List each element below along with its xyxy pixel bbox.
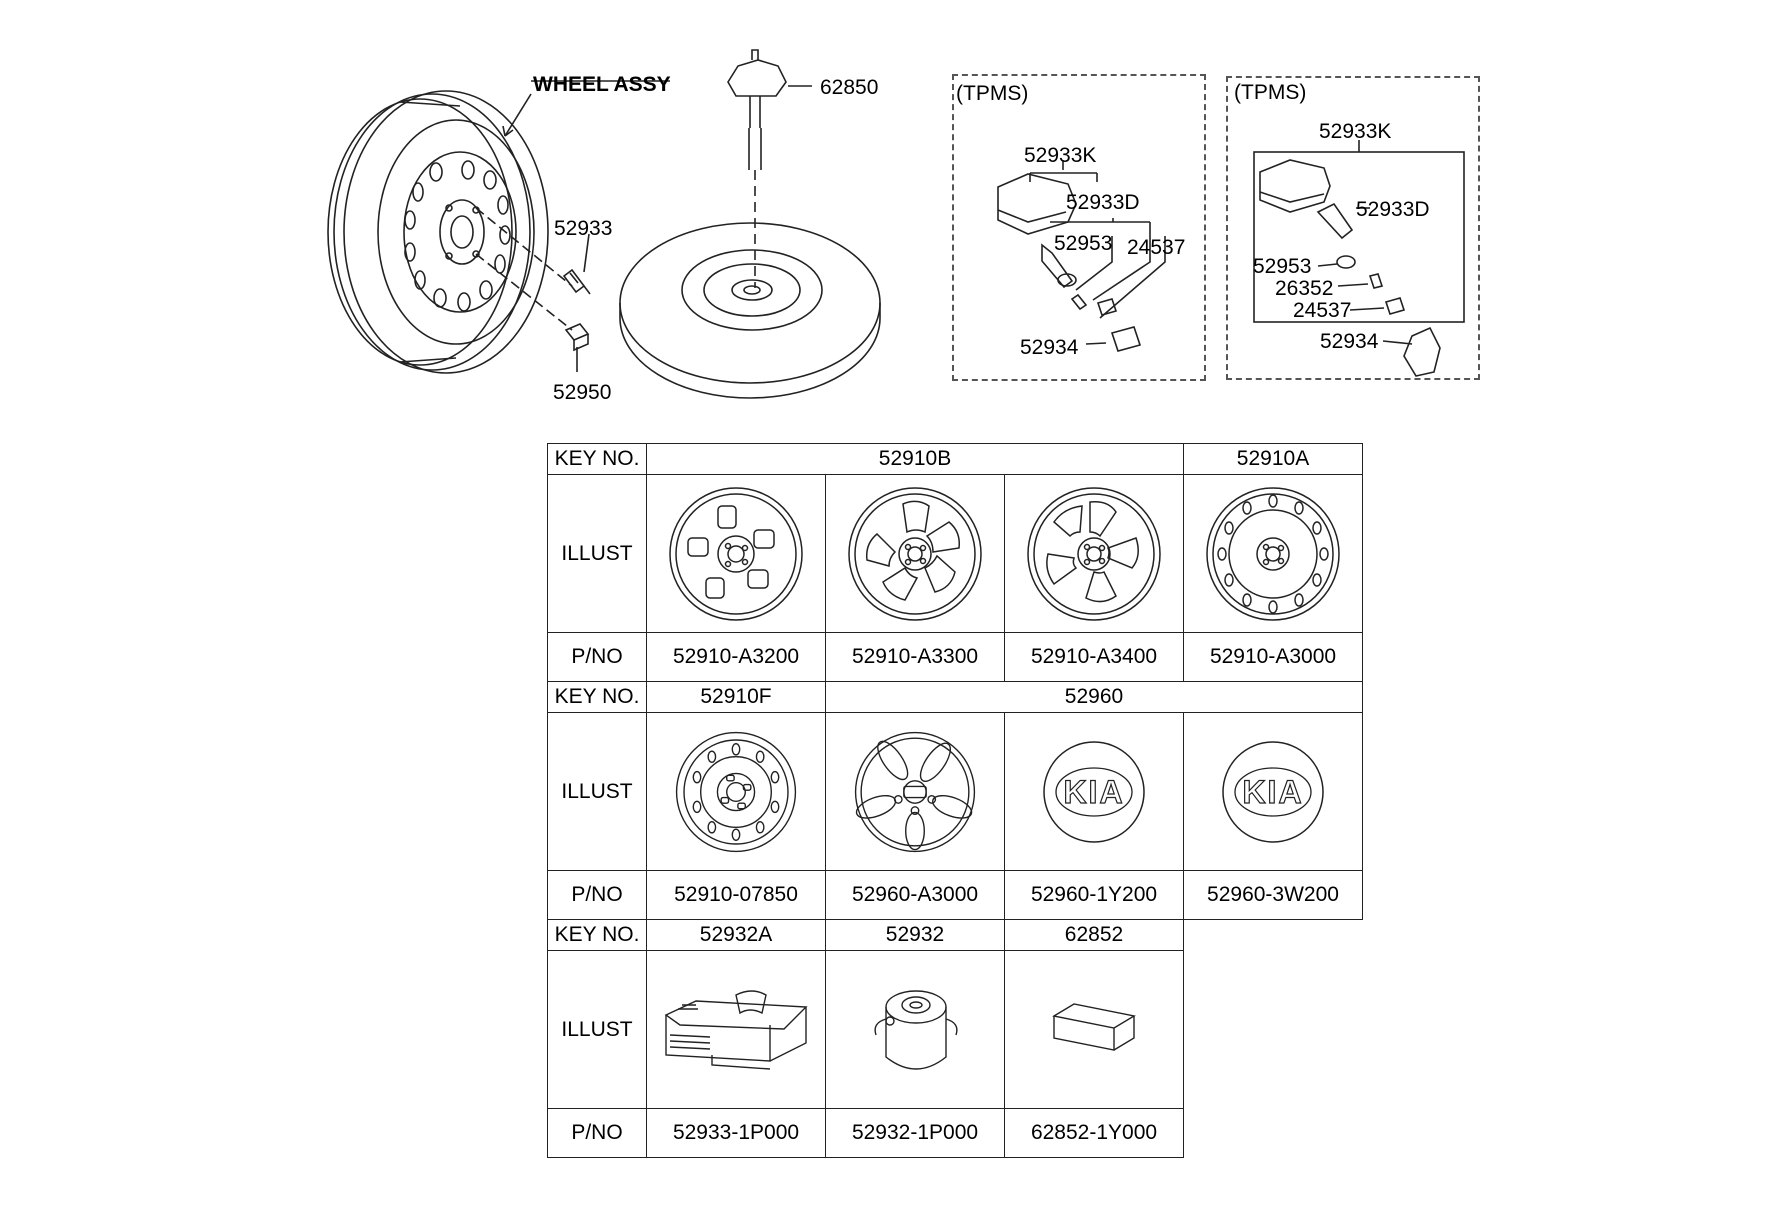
tpms-right-sensor-kit: 52933K (1319, 120, 1392, 143)
pno-cell: 52910-A3400 (1005, 633, 1184, 682)
illust-tire-mobility-kit (647, 951, 826, 1109)
illust-alloy-wheel-a3300 (826, 475, 1005, 633)
pno-cell: 62852-1Y000 (1005, 1109, 1184, 1158)
illust-tool-case (1005, 951, 1184, 1109)
pno-header: P/NO (548, 1109, 647, 1158)
tpms-left-valve-kit: 52933D (1066, 191, 1140, 214)
tpms-right-valve-kit: 52933D (1356, 198, 1430, 221)
pno-cell: 52910-07850 (647, 871, 826, 920)
tpms-left-cap: 52934 (1020, 336, 1079, 359)
pno-cell: 52910-A3300 (826, 633, 1005, 682)
valve-label: 52933 (554, 217, 613, 240)
steel-wheel-icon (1203, 484, 1343, 624)
pno-header: P/NO (548, 871, 647, 920)
nut-label: 52950 (553, 381, 612, 404)
key-no-header: KEY NO. (548, 920, 647, 951)
key-no-header: KEY NO. (548, 682, 647, 713)
tpms-left-core: 24537 (1127, 236, 1186, 259)
tpms-left-box (952, 74, 1206, 381)
empty-cell (1184, 951, 1363, 1109)
key-62852: 62852 (1005, 920, 1184, 951)
pno-cell: 52960-1Y200 (1005, 871, 1184, 920)
kia-logo-text: KIA (1242, 773, 1304, 810)
key-52932: 52932 (826, 920, 1005, 951)
illust-header: ILLUST (548, 713, 647, 871)
illust-kia-center-cap-2 (1184, 713, 1363, 871)
tpms-right-title: (TPMS) (1234, 81, 1307, 104)
illust-spare-steel-wheel (647, 713, 826, 871)
key-52910b: 52910B (647, 444, 1184, 475)
alloy-wheel-icon (845, 484, 985, 624)
wheel-assy-label: WHEEL ASSY (533, 73, 671, 96)
alloy-wheel-icon (1024, 484, 1164, 624)
key-52960: 52960 (826, 682, 1363, 713)
pno-cell: 52910-A3200 (647, 633, 826, 682)
parts-table (547, 443, 1363, 1158)
spare-bolt-label: 62850 (820, 76, 879, 99)
steel-wheel-icon (671, 727, 801, 857)
pno-cell: 52933-1P000 (647, 1109, 826, 1158)
empty-cell (1184, 1109, 1363, 1158)
illust-header: ILLUST (548, 951, 647, 1109)
key-52910f: 52910F (647, 682, 826, 713)
key-no-header: KEY NO. (548, 444, 647, 475)
tpms-right-nut: 26352 (1275, 277, 1334, 300)
illust-wheel-cover (826, 713, 1005, 871)
illust-alloy-wheel-a3200 (647, 475, 826, 633)
tpms-right-cap: 52934 (1320, 330, 1379, 353)
spare-tire-drawing (620, 50, 880, 398)
alloy-wheel-icon (666, 484, 806, 624)
illust-kia-center-cap-1 (1005, 713, 1184, 871)
empty-cell (1184, 920, 1363, 951)
kia-logo-icon (1208, 727, 1338, 857)
pno-cell: 52910-A3000 (1184, 633, 1363, 682)
illust-alloy-wheel-a3400 (1005, 475, 1184, 633)
tpms-left-grommet: 52953 (1054, 232, 1113, 255)
kia-logo-icon (1029, 727, 1159, 857)
pno-cell: 52960-3W200 (1184, 871, 1363, 920)
wheel-assembly-drawing (328, 81, 670, 373)
key-52910a: 52910A (1184, 444, 1363, 475)
tool-case-icon (1034, 990, 1154, 1070)
pno-header: P/NO (548, 633, 647, 682)
tpms-right-core: 24537 (1293, 299, 1352, 322)
pno-cell: 52960-A3000 (826, 871, 1005, 920)
tire-mobility-kit-icon (656, 975, 816, 1085)
tpms-left-sensor-kit: 52933K (1024, 144, 1097, 167)
illust-header: ILLUST (548, 475, 647, 633)
wheel-cover-icon (850, 727, 980, 857)
pno-cell: 52932-1P000 (826, 1109, 1005, 1158)
tpms-right-grommet: 52953 (1253, 255, 1312, 278)
key-52932a: 52932A (647, 920, 826, 951)
kia-logo-text: KIA (1063, 773, 1125, 810)
illust-steel-wheel-a3000 (1184, 475, 1363, 633)
illust-compressor (826, 951, 1005, 1109)
tpms-left-title: (TPMS) (956, 82, 1029, 105)
compressor-icon (850, 975, 980, 1085)
